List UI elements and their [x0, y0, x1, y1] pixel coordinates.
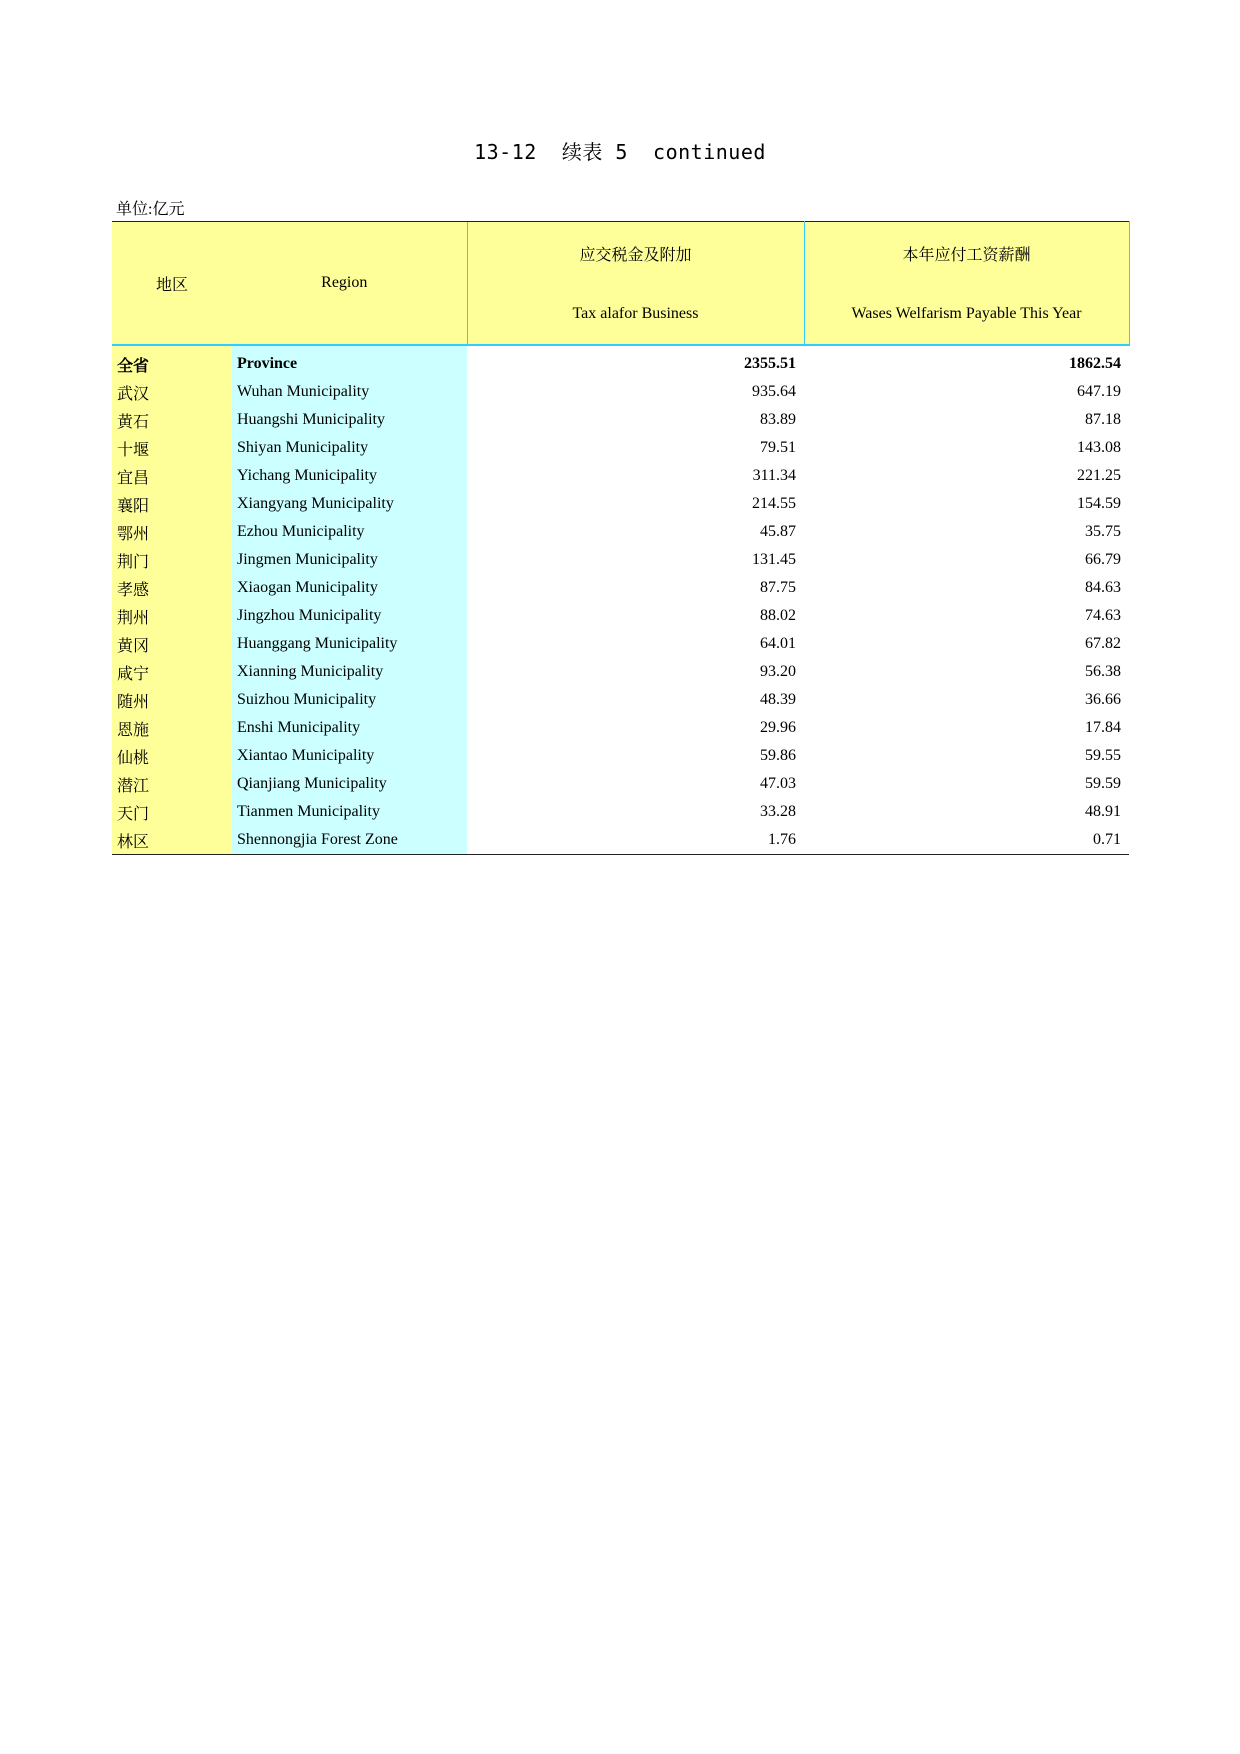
table-row	[112, 490, 1129, 518]
region-cn-cell: 潜江	[112, 770, 232, 798]
wages-value-cell: 67.82	[1085, 635, 1121, 652]
region-en-cell: Wuhan Municipality	[232, 378, 467, 406]
tax-value-cell: 2355.51	[744, 355, 796, 372]
region-en-cell: Shiyan Municipality	[232, 434, 467, 462]
header-wages-cn: 本年应付工资薪酬	[902, 247, 1031, 264]
tax-value-cell: 59.86	[760, 747, 796, 764]
table-row	[112, 602, 1129, 630]
table-row	[112, 378, 1129, 406]
region-en-cell: Xianning Municipality	[232, 658, 467, 686]
table-row	[112, 462, 1129, 490]
table-row	[112, 434, 1129, 462]
wages-value-cell: 74.63	[1085, 607, 1121, 624]
region-en-cell: Jingzhou Municipality	[232, 602, 467, 630]
tax-value-cell: 79.51	[760, 439, 796, 456]
region-cn-cell: 武汉	[112, 378, 232, 406]
wages-value-cell: 87.18	[1085, 411, 1121, 428]
region-cn-cell: 鄂州	[112, 518, 232, 546]
table-row	[112, 770, 1129, 798]
region-en-cell: Tianmen Municipality	[232, 798, 467, 826]
wages-value-cell: 154.59	[1077, 495, 1121, 512]
tax-value-cell: 83.89	[760, 411, 796, 428]
header-wages-en: Wases Welfarism Payable This Year	[851, 305, 1082, 322]
region-en-cell: Xiantao Municipality	[232, 742, 467, 770]
wages-value-cell: 48.91	[1085, 803, 1121, 820]
region-cn-cell: 黄石	[112, 406, 232, 434]
region-cn-cell: 全省	[112, 345, 232, 378]
region-cn-cell: 林区	[112, 826, 232, 855]
wages-value-cell: 17.84	[1085, 719, 1121, 736]
region-cn-cell: 随州	[112, 686, 232, 714]
region-cn-cell: 天门	[112, 798, 232, 826]
tax-value-cell: 64.01	[760, 635, 796, 652]
region-cn-cell: 恩施	[112, 714, 232, 742]
wages-value-cell: 59.55	[1085, 747, 1121, 764]
table-row	[112, 658, 1129, 686]
region-cn-cell: 襄阳	[112, 490, 232, 518]
wages-value-cell: 143.08	[1077, 439, 1121, 456]
wages-value-cell: 35.75	[1085, 523, 1121, 540]
tax-value-cell: 311.34	[752, 467, 796, 484]
region-en-cell: Jingmen Municipality	[232, 546, 467, 574]
table-row-total	[112, 345, 1129, 378]
region-en-cell: Ezhou Municipality	[232, 518, 467, 546]
tax-value-cell: 93.20	[760, 663, 796, 680]
region-en-cell: Xiaogan Municipality	[232, 574, 467, 602]
table-row	[112, 518, 1129, 546]
wages-value-cell: 647.19	[1077, 383, 1121, 400]
header-wages	[804, 222, 1129, 346]
header-tax-en: Tax alafor Business	[572, 305, 699, 322]
header-region-cn: 地区	[112, 222, 232, 346]
table-row	[112, 574, 1129, 602]
tax-value-cell: 48.39	[760, 691, 796, 708]
region-cn-cell: 黄冈	[112, 630, 232, 658]
table-row	[112, 686, 1129, 714]
region-cn-cell: 荆门	[112, 546, 232, 574]
tax-value-cell: 214.55	[752, 495, 796, 512]
header-region-en: Region	[232, 222, 467, 346]
tax-value-cell: 33.28	[760, 803, 796, 820]
wages-value-cell: 66.79	[1085, 551, 1121, 568]
wages-value-cell: 0.71	[804, 826, 1129, 855]
wages-value-cell: 56.38	[1085, 663, 1121, 680]
region-en-cell: Huangshi Municipality	[232, 406, 467, 434]
table-body	[112, 345, 1129, 855]
header-tax	[467, 222, 804, 346]
region-cn-cell: 荆州	[112, 602, 232, 630]
region-cn-cell: 十堰	[112, 434, 232, 462]
tax-value-cell: 47.03	[760, 775, 796, 792]
tax-value-cell: 935.64	[752, 383, 796, 400]
header-tax-cn: 应交税金及附加	[579, 247, 692, 264]
tax-value-cell: 131.45	[752, 551, 796, 568]
region-en-cell: Yichang Municipality	[232, 462, 467, 490]
table-row	[112, 798, 1129, 826]
table-row	[112, 546, 1129, 574]
region-cn-cell: 咸宁	[112, 658, 232, 686]
region-en-cell: Province	[232, 345, 467, 378]
region-cn-cell: 宜昌	[112, 462, 232, 490]
table-header	[112, 222, 1129, 346]
table-row	[112, 406, 1129, 434]
data-table	[112, 221, 1130, 855]
wages-value-cell: 1862.54	[1069, 355, 1121, 372]
wages-value-cell: 36.66	[1085, 691, 1121, 708]
tax-value-cell: 29.96	[760, 719, 796, 736]
region-en-cell: Shennongjia Forest Zone	[232, 826, 467, 855]
table-row	[112, 630, 1129, 658]
region-en-cell: Qianjiang Municipality	[232, 770, 467, 798]
page-title: 13-12 续表 5 continued	[474, 140, 766, 164]
region-en-cell: Huanggang Municipality	[232, 630, 467, 658]
wages-value-cell: 221.25	[1077, 467, 1121, 484]
table-row	[112, 714, 1129, 742]
region-cn-cell: 孝感	[112, 574, 232, 602]
tax-value-cell: 45.87	[760, 523, 796, 540]
wages-value-cell: 84.63	[1085, 579, 1121, 596]
table-row	[112, 826, 1129, 855]
unit-label: 单位:亿元	[116, 201, 185, 218]
region-en-cell: Xiangyang Municipality	[232, 490, 467, 518]
table-row	[112, 742, 1129, 770]
region-en-cell: Suizhou Municipality	[232, 686, 467, 714]
region-cn-cell: 仙桃	[112, 742, 232, 770]
region-en-cell: Enshi Municipality	[232, 714, 467, 742]
tax-value-cell: 87.75	[760, 579, 796, 596]
tax-value-cell: 1.76	[467, 826, 804, 855]
tax-value-cell: 88.02	[760, 607, 796, 624]
wages-value-cell: 59.59	[1085, 775, 1121, 792]
